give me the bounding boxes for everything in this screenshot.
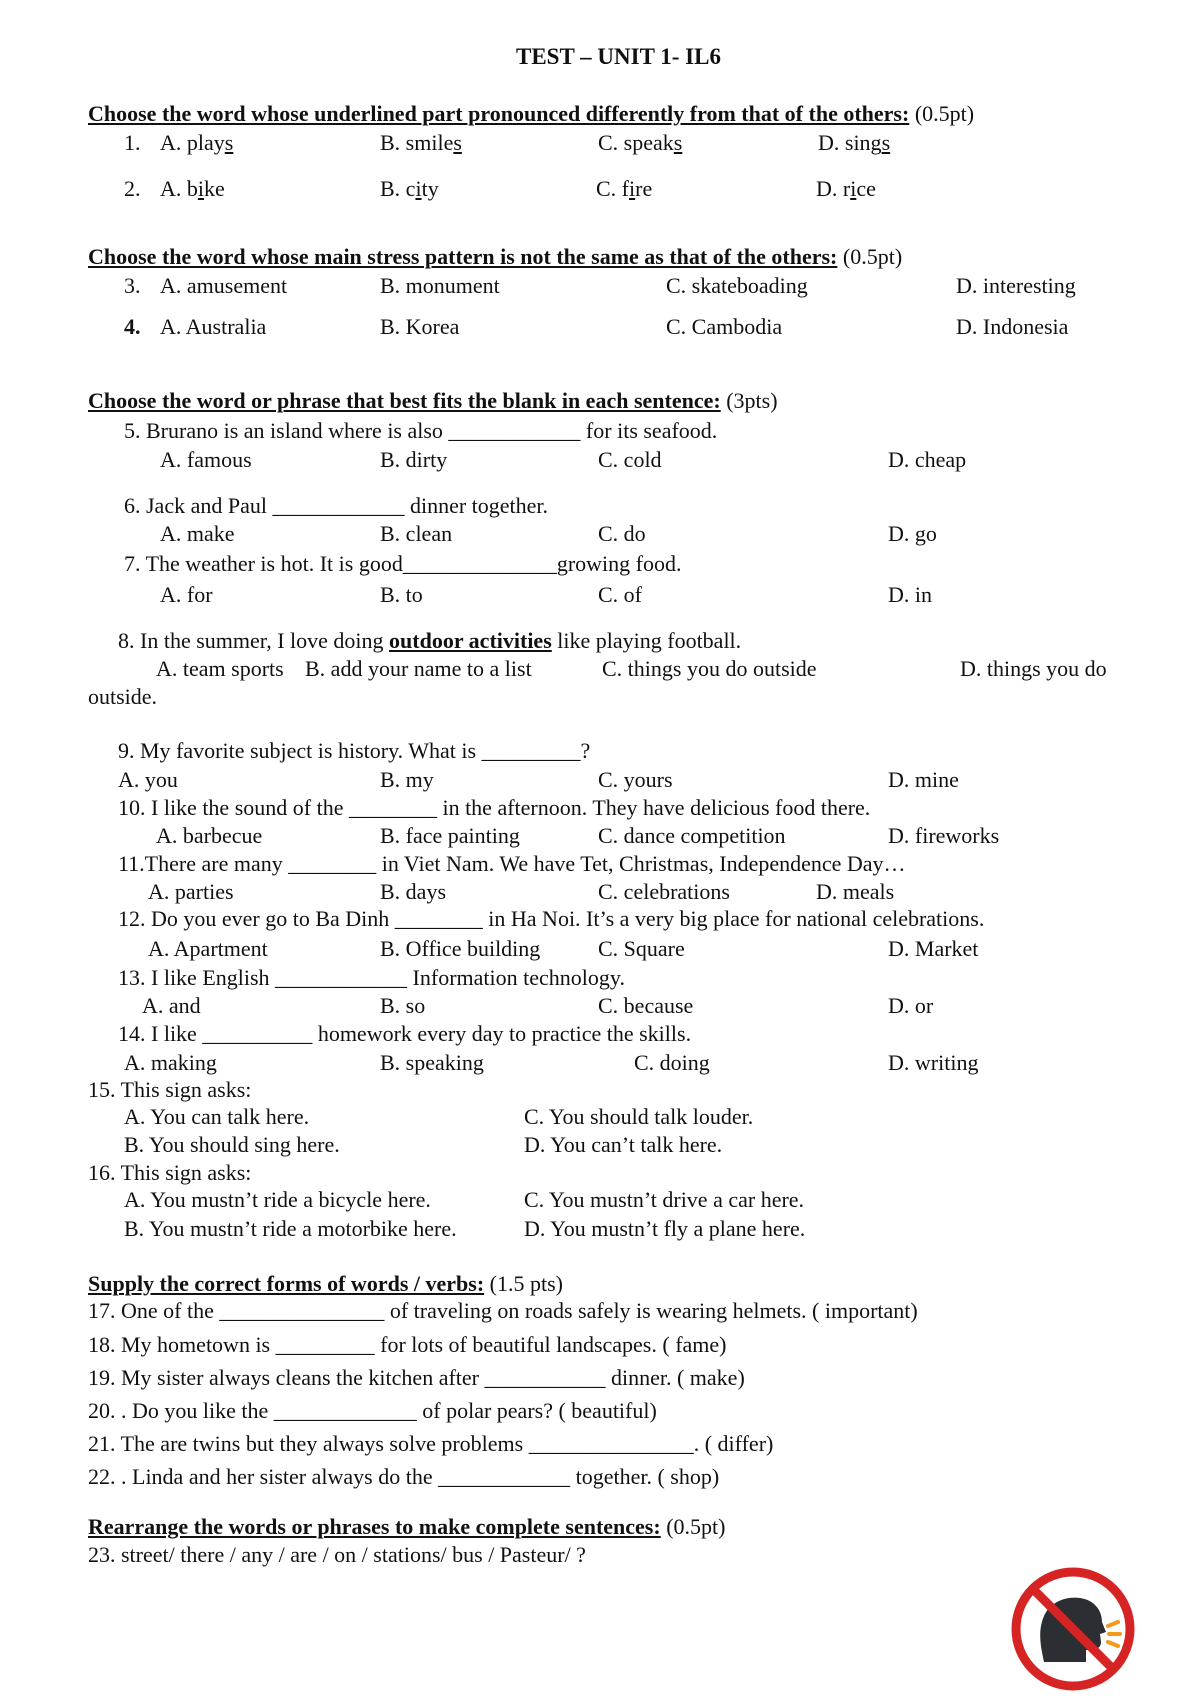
q23: 23. street/ there / any / are / on / stations/ bus / Pasteur/ ? xyxy=(88,1542,586,1567)
q8-option-c: C. things you do outside xyxy=(602,656,817,681)
no-talking-sign-icon xyxy=(1010,1566,1136,1692)
q3-option-c: C. skateboading xyxy=(666,273,808,298)
q8-option-d: D. things you do xyxy=(960,656,1107,681)
q5-stem: 5. Brurano is an island where is also ____________ for its seafood. xyxy=(124,418,718,443)
q14-option-c: C. doing xyxy=(634,1050,710,1075)
section-1-heading xyxy=(88,101,974,127)
q22: 22. . Linda and her sister always do the ____________ together. ( shop) xyxy=(88,1464,720,1489)
q16-option-a: A. You mustn’t ride a bicycle here. xyxy=(124,1187,431,1212)
q19: 19. My sister always cleans the kitchen after ___________ dinner. ( make) xyxy=(88,1365,745,1390)
q2-option-a: A. bike xyxy=(160,176,225,201)
q15-option-a: A. You can talk here. xyxy=(124,1104,310,1129)
q13-option-c: C. because xyxy=(598,993,694,1018)
section-3-heading xyxy=(88,388,778,414)
q8-highlight: outdoor activities xyxy=(389,628,552,653)
q5-option-d: D. cheap xyxy=(888,447,967,472)
section-1-points: (0.5pt) xyxy=(909,101,975,126)
q16-option-c: C. You mustn’t drive a car here. xyxy=(524,1187,805,1212)
q13-option-b: B. so xyxy=(380,993,426,1018)
q16-option-d: D. You mustn’t fly a plane here. xyxy=(524,1216,806,1241)
section-4-points: (1.5 pts) xyxy=(484,1271,563,1296)
q13-option-a: A. and xyxy=(142,993,201,1018)
q13-option-d: D. or xyxy=(888,993,934,1018)
q6-option-c: C. do xyxy=(598,521,646,546)
q10-option-b: B. face painting xyxy=(380,823,520,848)
q12-option-a: A. Apartment xyxy=(148,936,268,961)
q15-option-d: D. You can’t talk here. xyxy=(524,1132,723,1157)
q11-option-c: C. celebrations xyxy=(598,879,730,904)
section-2-heading xyxy=(88,244,902,270)
q10-option-c: C. dance competition xyxy=(598,823,786,848)
q3-option-d: D. interesting xyxy=(956,273,1076,298)
q6-option-d: D. go xyxy=(888,521,937,546)
q14-option-b: B. speaking xyxy=(380,1050,484,1075)
q8-stem: 8. In the summer, I love doing outdoor activities like playing football. xyxy=(118,628,742,653)
q3-number: 3. xyxy=(124,273,141,298)
section-5-heading xyxy=(88,1514,725,1540)
q15-stem: 15. This sign asks: xyxy=(88,1077,252,1102)
q3-option-b: B. monument xyxy=(380,273,500,298)
section-2-points: (0.5pt) xyxy=(837,244,903,269)
q9-option-d: D. mine xyxy=(888,767,959,792)
q12-stem: 12. Do you ever go to Ba Dinh ________ in Ha Noi. It’s a very big place for national celebrations. xyxy=(118,906,985,931)
q7-option-b: B. to xyxy=(380,582,423,607)
q1-option-c: C. speaks xyxy=(598,130,683,155)
q1-option-b: B. smiles xyxy=(380,130,462,155)
q6-stem: 6. Jack and Paul ____________ dinner together. xyxy=(124,493,549,518)
q1-option-d: D. sings xyxy=(818,130,891,155)
q9-option-c: C. yours xyxy=(598,767,673,792)
section-3-points: (3pts) xyxy=(720,388,778,413)
q4-option-a: A. Australia xyxy=(160,314,267,339)
q14-option-a: A. making xyxy=(124,1050,217,1075)
q15-option-b: B. You should sing here. xyxy=(124,1132,340,1157)
q6-option-a: A. make xyxy=(160,521,235,546)
q17: 17. One of the _______________ of traveling on roads safely is wearing helmets. ( important) xyxy=(88,1298,918,1323)
section-3-title: Choose the word or phrase that best fits the blank in each sentence: xyxy=(88,388,721,413)
q20: 20. . Do you like the _____________ of polar pears? ( beautiful) xyxy=(88,1398,657,1423)
q12-option-c: C. Square xyxy=(598,936,685,961)
q5-option-a: A. famous xyxy=(160,447,252,472)
section-4-heading xyxy=(88,1271,563,1297)
q12-option-b: B. Office building xyxy=(380,936,541,961)
q3-option-a: A. amusement xyxy=(160,273,288,298)
q10-stem: 10. I like the sound of the ________ in the afternoon. They have delicious food there. xyxy=(118,795,871,820)
q11-option-b: B. days xyxy=(380,879,446,904)
section-5-title: Rearrange the words or phrases to make complete sentences: xyxy=(88,1514,661,1539)
q11-option-d: D. meals xyxy=(816,879,895,904)
q2-option-c: C. fire xyxy=(596,176,653,201)
q9-option-b: B. my xyxy=(380,767,434,792)
q7-stem: 7. The weather is hot. It is good______________growing food. xyxy=(124,551,682,576)
page-title: TEST – UNIT 1- IL6 xyxy=(516,44,721,69)
q5-option-b: B. dirty xyxy=(380,447,448,472)
q4-option-d: D. Indonesia xyxy=(956,314,1069,339)
section-1-title: Choose the word whose underlined part pronounced differently from that of the others: xyxy=(88,101,910,126)
q7-option-d: D. in xyxy=(888,582,932,607)
q11-option-a: A. parties xyxy=(148,879,234,904)
q4-number: 4. xyxy=(124,314,141,339)
q2-option-d: D. rice xyxy=(816,176,876,201)
q14-option-d: D. writing xyxy=(888,1050,979,1075)
q8-option-a: A. team sports xyxy=(156,656,284,681)
q21: 21. The are twins but they always solve problems _______________. ( differ) xyxy=(88,1431,774,1456)
q6-option-b: B. clean xyxy=(380,521,453,546)
q1-option-a: A. plays xyxy=(160,130,234,155)
q2-number: 2. xyxy=(124,176,141,201)
section-5-points: (0.5pt) xyxy=(660,1514,726,1539)
q1-number: 1. xyxy=(124,130,141,155)
section-2-title: Choose the word whose main stress pattern is not the same as that of the others: xyxy=(88,244,838,269)
q7-option-c: C. of xyxy=(598,582,642,607)
q16-stem: 16. This sign asks: xyxy=(88,1160,252,1185)
q13-stem: 13. I like English ____________ Information technology. xyxy=(118,965,625,990)
q9-stem: 9. My favorite subject is history. What is _________? xyxy=(118,738,591,763)
q10-option-d: D. fireworks xyxy=(888,823,1000,848)
q4-option-b: B. Korea xyxy=(380,314,460,339)
q9-option-a: A. you xyxy=(118,767,178,792)
q15-option-c: C. You should talk louder. xyxy=(524,1104,754,1129)
q8-option-b: B. add your name to a list xyxy=(305,656,532,681)
section-4-title: Supply the correct forms of words / verbs: xyxy=(88,1271,485,1296)
q12-option-d: D. Market xyxy=(888,936,979,961)
q10-option-a: A. barbecue xyxy=(156,823,263,848)
q5-option-c: C. cold xyxy=(598,447,662,472)
q11-stem: 11.There are many ________ in Viet Nam. We have Tet, Christmas, Independence Day… xyxy=(118,851,906,876)
q14-stem: 14. I like __________ homework every day to practice the skills. xyxy=(118,1021,692,1046)
q16-option-b: B. You mustn’t ride a motorbike here. xyxy=(124,1216,457,1241)
q8-option-d-continued: outside. xyxy=(88,684,158,709)
q18: 18. My hometown is _________ for lots of beautiful landscapes. ( fame) xyxy=(88,1332,727,1357)
q2-option-b: B. city xyxy=(380,176,439,201)
q4-option-c: C. Cambodia xyxy=(666,314,783,339)
q7-option-a: A. for xyxy=(160,582,213,607)
